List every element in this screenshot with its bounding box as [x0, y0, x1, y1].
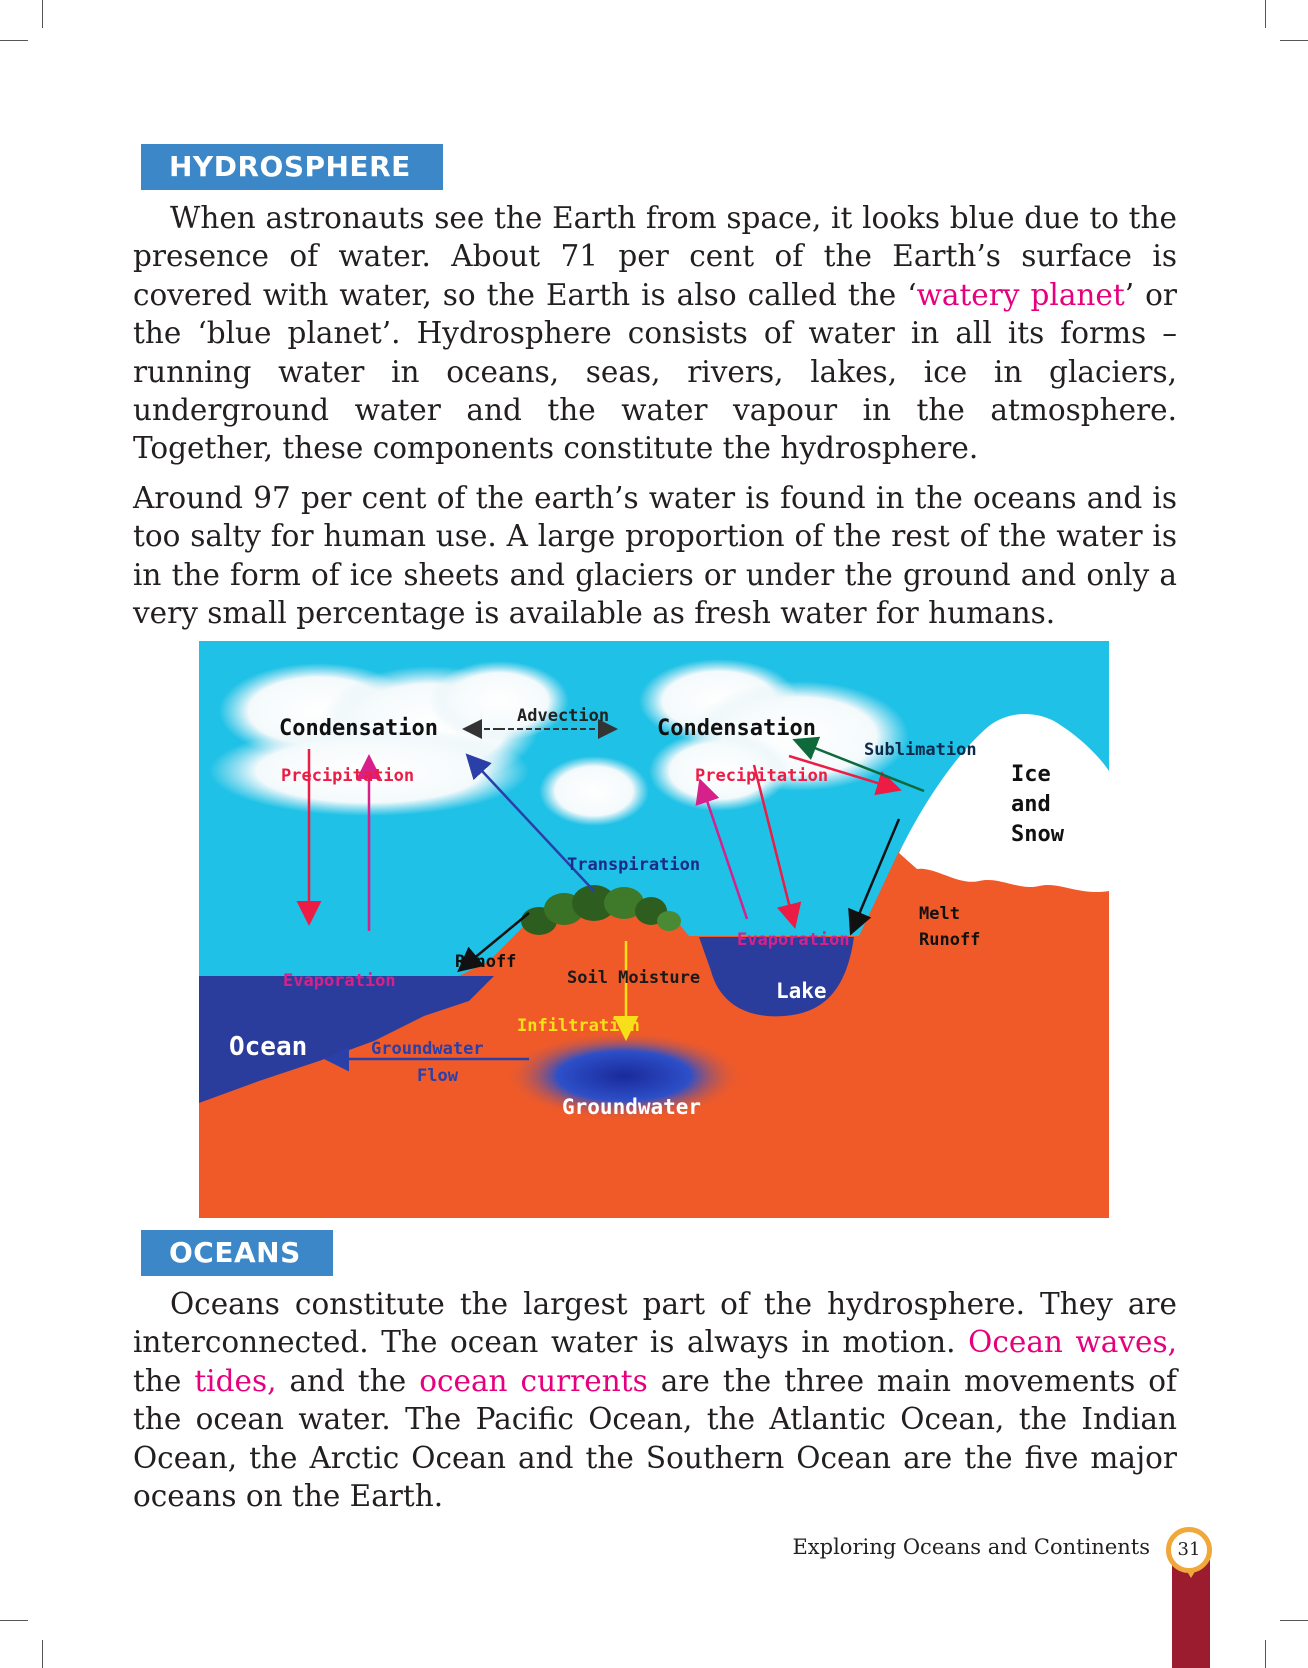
text: are the three main movements of the ocean water. The Pacific Ocean, the Atlantic Ocean, the Indian Ocean, the Arctic Ocean and the Southern Ocean are the five major oceans on the Earth. — [133, 1363, 1177, 1514]
label-groundwater-flow-2: Flow — [417, 1066, 458, 1086]
label-lake: Lake — [776, 979, 827, 1003]
crop-mark — [1280, 1620, 1308, 1621]
crop-mark — [0, 1620, 28, 1621]
section-heading-hydrosphere: HYDROSPHERE — [141, 144, 443, 190]
crop-mark — [1265, 1640, 1266, 1668]
text: When astronauts see the Earth from space, it looks blue due to the presence of water. About 71 per cent of the Earth’s surface is covered with water, so the Earth is also called the ‘ — [133, 201, 1177, 312]
text: the — [133, 1363, 195, 1398]
crop-mark — [42, 1640, 43, 1668]
label-sublimation: Sublimation — [864, 740, 977, 760]
bookmark-ribbon — [1172, 1560, 1210, 1668]
hydrosphere-paragraph-2: Around 97 per cent of the earth’s water is found in the oceans and is too salty for human use. A large proportion of the rest of the water is in the form of ice sheets and glaciers or under the ground and only a very small percentage is available as fresh water for humans. — [133, 481, 1177, 631]
label-condensation-right: Condensation — [657, 716, 816, 741]
term-ocean-waves: Ocean waves, — [968, 1325, 1178, 1360]
hydrosphere-paragraph-1 — [133, 199, 1177, 468]
crop-mark — [1280, 40, 1308, 41]
label-runoff-left: Runoff — [455, 952, 517, 972]
crop-mark — [0, 40, 28, 41]
term-ocean-currents: ocean currents — [419, 1363, 648, 1398]
label-runoff-right: Runoff — [919, 930, 981, 950]
label-snow: Snow — [1011, 822, 1064, 847]
label-ocean: Ocean — [229, 1032, 308, 1062]
label-groundwater: Groundwater — [562, 1095, 702, 1119]
label-infiltration: Infiltration — [517, 1016, 640, 1036]
book-title: Exploring Oceans and Continents — [792, 1535, 1150, 1559]
text: and the — [276, 1363, 420, 1398]
text: Oceans constitute the largest part of the hydrosphere. They are interconnected. The ocean water is always in motion. — [133, 1287, 1177, 1360]
label-precipitation-left: Precipitation — [281, 766, 415, 786]
label-soil-moisture: Soil Moisture — [567, 968, 701, 988]
label-transpiration: Transpiration — [567, 855, 701, 875]
label-melt: Melt — [919, 904, 960, 924]
cloud-middle — [539, 756, 649, 826]
label-evaporation-ocean: Evaporation — [283, 971, 396, 991]
label-ice: Ice — [1011, 762, 1051, 787]
page-number: 31 — [1166, 1527, 1212, 1573]
text: ’ or the ‘blue planet’. Hydrosphere consists of water in all its forms – running water in oceans, seas, rivers, lakes, ice in glaciers, underground water and the water vapour in the atmosphere. Together, these components constitute the hydrosphere. — [133, 277, 1177, 466]
label-precipitation-right: Precipitation — [695, 766, 829, 786]
section-heading-oceans: OCEANS — [141, 1230, 333, 1276]
crop-mark — [42, 0, 43, 28]
crop-mark — [1265, 0, 1266, 28]
label-and: and — [1011, 792, 1051, 817]
oceans-paragraph — [133, 1285, 1177, 1515]
term-watery-planet: watery planet — [916, 277, 1125, 312]
label-evaporation-lake: Evaporation — [737, 930, 850, 950]
water-cycle-diagram — [199, 641, 1109, 1218]
term-tides: tides, — [194, 1363, 277, 1398]
label-groundwater-flow-1: Groundwater — [371, 1039, 484, 1059]
label-condensation-left: Condensation — [279, 716, 438, 741]
label-advection: Advection — [517, 706, 610, 726]
